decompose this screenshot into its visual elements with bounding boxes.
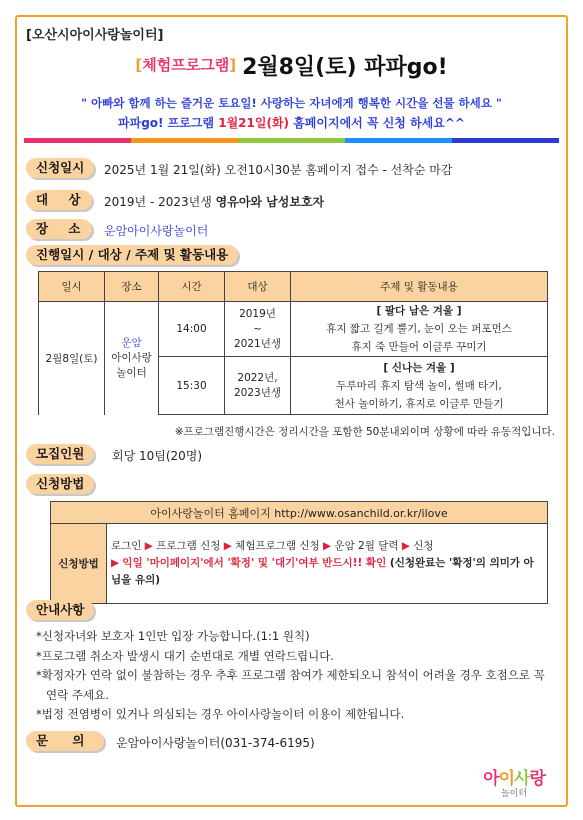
logo-char: 사 [514, 769, 530, 789]
notice: 파파go! 프로그램 1월21일(화) 홈페이지에서 꼭 신청 하세요^^ [118, 116, 465, 130]
apply-method-label: 신청방법 [51, 524, 107, 604]
rainbow-segment [24, 138, 131, 143]
contact-value: 운암아이사랑놀이터(031-374-6195) [116, 736, 315, 750]
col-header: 일시 [39, 272, 105, 302]
slogan: " 아빠와 함께 하는 즐거운 토요일! 사랑하는 자녀에게 행복한 시간을 선물 하세요 " [81, 96, 502, 110]
target-value: 2019년 - 2023년생 영유아와 남성보호자 [104, 195, 325, 209]
guide-list [36, 627, 556, 725]
rainbow-segment [131, 138, 238, 143]
rainbow-segment [345, 138, 452, 143]
schedule-table [38, 271, 548, 415]
session-target: 2019년 ~ 2021년생 [225, 302, 291, 357]
col-header: 시간 [159, 272, 225, 302]
arrow-icon: ▶ [111, 557, 120, 569]
target-tag: 대 상 [26, 190, 92, 210]
session-activity: [ 팔다 남은 겨울 ] 휴지 짧고 길게 뿔기, 눈이 오는 퍼포먼스 휴지 죽 만들어 이글루 꾸미기 [291, 302, 548, 357]
session-activity: [ 신나는 겨울 ] 두루마리 휴지 탐색 놀이, 썰매 타기, 천사 놀이하기, 휴지로 이글루 만들기 [291, 357, 548, 415]
schedule-tag: 진행일시 / 대상 / 주제 및 활동내용 [26, 245, 238, 265]
rainbow-segment [452, 138, 559, 143]
apply-date-value: 2025년 1월 21일(화) 오전10시30분 홈페이지 접수 - 선착순 마감 [104, 163, 453, 177]
logo-char: 이 [498, 769, 514, 789]
page-title: 2월8일(토) 파파go! [242, 55, 448, 80]
logo-char: 랑 [529, 769, 545, 789]
org-name: [오산시아이사랑놀이터] [26, 28, 164, 43]
schedule-place: 운암 아이사랑 놀이터 [105, 302, 159, 415]
arrow-icon: ▶ [401, 540, 410, 552]
title-bar [0, 50, 583, 81]
schedule-date: 2월8일(토) [39, 302, 105, 415]
program-badge: [체험프로그램] [135, 56, 237, 74]
method-tag: 신청방법 [26, 474, 94, 494]
recruit-value: 회당 10팀(20명) [112, 449, 203, 463]
place-value: 운암아이사랑놀이터 [104, 224, 209, 238]
contact-tag: 문 의 [26, 731, 104, 751]
guide-item: *프로그램 취소자 발생시 대기 순번대로 개별 연락드립니다. [36, 648, 334, 663]
homepage-link[interactable]: 아이사랑놀이터 홈페이지 http://www.osanchild.or.kr/ilove [51, 502, 548, 524]
logo-sub: 놀이터 [500, 789, 528, 799]
apply-steps: 로그인 ▶ 프로그램 신청 ▶ 체험프로그램 신청 ▶ 운암 2월 달력 ▶ 신청 ▶ 익일 '마이페이지'에서 '확정' 및 '대기'여부 반드시!! 확인 (신청완료는 '확정'의 의미가 아님을 유의) [107, 524, 548, 604]
guide-tag: 안내사항 [26, 600, 94, 620]
arrow-icon: ▶ [323, 540, 332, 552]
place-tag: 장 소 [26, 219, 92, 239]
session-target: 2022년, 2023년생 [225, 357, 291, 415]
col-header: 대상 [225, 272, 291, 302]
session-time: 15:30 [159, 357, 225, 415]
col-header: 장소 [105, 272, 159, 302]
rainbow-divider [24, 138, 559, 143]
logo-char: 아 [483, 769, 499, 789]
guide-item: *신청자녀와 보호자 1인만 입장 가능합니다.(1:1 원칙) [36, 629, 310, 643]
apply-date-tag: 신청일시 [26, 158, 94, 178]
rainbow-segment [238, 138, 345, 143]
guide-item: *법정 전염병이 있거나 의심되는 경우 아이사랑놀이터 이용이 제한됩니다. [36, 707, 405, 721]
logo [468, 764, 560, 799]
recruit-tag: 모집인원 [26, 444, 94, 464]
schedule-note: ※프로그램진행시간은 정리시간을 포함한 50분내외이며 상황에 따라 유동적입니다. [174, 426, 555, 438]
guide-item: *확정자가 연락 없이 불참하는 경우 추후 프로그램 참여가 제한되오니 참석이 어려울 경우 호점으로 꼭 연락 주세요. [36, 668, 545, 702]
col-header: 주제 및 활동내용 [291, 272, 548, 302]
apply-table [50, 501, 548, 604]
arrow-icon: ▶ [223, 540, 232, 552]
arrow-icon: ▶ [144, 540, 153, 552]
session-time: 14:00 [159, 302, 225, 357]
